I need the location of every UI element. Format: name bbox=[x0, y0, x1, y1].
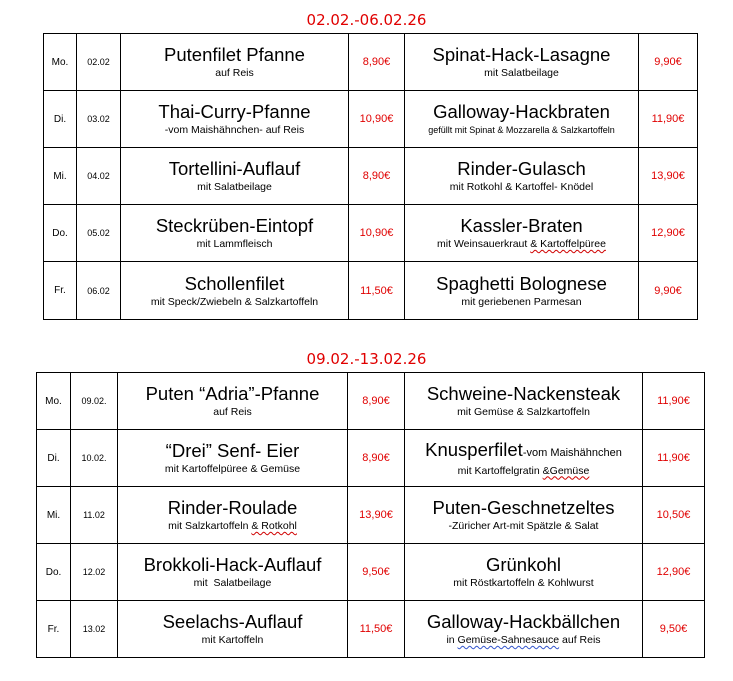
dish-cell bbox=[405, 205, 639, 262]
dish-name: Tortellini-Auflauf bbox=[168, 158, 301, 179]
dish-name: Galloway-Hackbraten bbox=[433, 101, 610, 122]
dish-name: Galloway-Hackbällchen bbox=[426, 611, 621, 632]
dish-cell bbox=[405, 91, 639, 148]
dish-name: Schollenfilet bbox=[184, 272, 285, 294]
dish-side: mit Speck/Zwiebeln & Salzkartoffeln bbox=[150, 295, 319, 308]
price-cell: 11,50€ bbox=[349, 262, 405, 320]
dish-side-part: mit Kartoffelgratin bbox=[457, 464, 540, 477]
dish-side bbox=[118, 519, 347, 533]
dish-side-part: Gemüse-Sahnesauce bbox=[457, 634, 560, 646]
menu-row bbox=[37, 544, 705, 601]
menu-row bbox=[44, 148, 698, 205]
dish-side bbox=[405, 237, 638, 251]
price-cell: 11,90€ bbox=[643, 430, 705, 487]
day-cell: Mo. bbox=[44, 34, 77, 91]
date-cell: 13.02 bbox=[71, 601, 118, 658]
price-cell: 8,90€ bbox=[348, 373, 405, 430]
date-cell: 05.02 bbox=[77, 205, 121, 262]
menu-row bbox=[44, 205, 698, 262]
dish-side: mit Salatbeilage bbox=[197, 181, 272, 193]
dish-name: Steckrüben-Eintopf bbox=[155, 215, 314, 236]
dish-side-part: in bbox=[446, 634, 455, 646]
dish-name bbox=[405, 439, 642, 464]
dish-side: mit Rotkohl & Kartoffel- Knödel bbox=[449, 181, 594, 193]
day-cell: Di. bbox=[37, 430, 71, 487]
price-cell: 12,90€ bbox=[643, 544, 705, 601]
dish-name: Putenfilet Pfanne bbox=[164, 44, 305, 65]
dish-side-part: & Rotkohl bbox=[251, 520, 297, 532]
dish-cell bbox=[118, 487, 348, 544]
day-cell: Fr. bbox=[44, 262, 77, 320]
week-2-menu-table bbox=[36, 372, 705, 658]
day-cell: Do. bbox=[37, 544, 71, 601]
dish-side bbox=[405, 633, 642, 647]
dish-side: mit Salatbeilage bbox=[193, 577, 272, 589]
day-cell: Mi. bbox=[37, 487, 71, 544]
price-cell: 13,90€ bbox=[639, 148, 698, 205]
day-cell: Fr. bbox=[37, 601, 71, 658]
dish-cell bbox=[405, 601, 643, 658]
dish-name: Kassler-Braten bbox=[460, 215, 583, 236]
price-cell: 10,90€ bbox=[349, 205, 405, 262]
dish-name-main: Knusperfilet bbox=[425, 438, 523, 460]
dish-cell bbox=[121, 205, 349, 262]
dish-name: Thai-Curry-Pfanne bbox=[158, 101, 311, 122]
dish-cell bbox=[405, 373, 643, 430]
dish-cell bbox=[118, 544, 348, 601]
menu-row bbox=[44, 262, 698, 320]
date-cell: 10.02. bbox=[71, 430, 118, 487]
dish-side: auf Reis bbox=[213, 406, 252, 418]
price-cell: 13,90€ bbox=[348, 487, 405, 544]
day-cell: Di. bbox=[44, 91, 77, 148]
price-cell: 8,90€ bbox=[349, 148, 405, 205]
dish-side-part: & Kartoffelpüree bbox=[530, 238, 606, 250]
dish-name-suffix: -vom Maishähnchen bbox=[522, 446, 622, 459]
dish-name: “Drei” Senf- Eier bbox=[165, 440, 300, 461]
date-cell: 03.02 bbox=[77, 91, 121, 148]
price-cell: 8,90€ bbox=[349, 34, 405, 91]
dish-side: -vom Maishähnchen- auf Reis bbox=[164, 124, 305, 136]
dish-cell bbox=[405, 430, 643, 487]
date-cell: 11.02 bbox=[71, 487, 118, 544]
dish-side: gefüllt mit Spinat & Mozzarella & Salzkartoffeln bbox=[428, 125, 615, 135]
dish-side: mit Kartoffeln bbox=[201, 634, 264, 646]
dish-name: Seelachs-Auflauf bbox=[162, 611, 303, 632]
dish-cell bbox=[118, 373, 348, 430]
price-cell: 9,50€ bbox=[348, 544, 405, 601]
dish-cell bbox=[121, 262, 349, 320]
price-cell: 12,90€ bbox=[639, 205, 698, 262]
dish-side-part: mit Weinsauerkraut bbox=[437, 238, 528, 250]
price-cell: 11,90€ bbox=[643, 373, 705, 430]
dish-cell bbox=[405, 487, 643, 544]
day-cell: Mi. bbox=[44, 148, 77, 205]
menu-row bbox=[37, 430, 705, 487]
date-cell: 04.02 bbox=[77, 148, 121, 205]
dish-side: mit Kartoffelpüree & Gemüse bbox=[164, 463, 301, 475]
dish-side: mit Salatbeilage bbox=[484, 67, 559, 79]
day-cell: Mo. bbox=[37, 373, 71, 430]
dish-name: Brokkoli-Hack-Auflauf bbox=[143, 554, 322, 575]
dish-name: Rinder-Roulade bbox=[167, 497, 298, 518]
date-cell: 09.02. bbox=[71, 373, 118, 430]
dish-name: Grünkohl bbox=[485, 554, 562, 575]
dish-name: Spinat-Hack-Lasagne bbox=[432, 44, 611, 65]
dish-cell bbox=[405, 262, 639, 320]
week-2-title: 09.02.-13.02.26 bbox=[306, 350, 427, 368]
dish-side-part: &Gemüse bbox=[542, 464, 590, 477]
dish-cell bbox=[121, 34, 349, 91]
dish-side-part: mit Salzkartoffeln bbox=[168, 520, 249, 532]
dish-side: auf Reis bbox=[215, 67, 254, 79]
dish-name: Puten “Adria”-Pfanne bbox=[145, 383, 320, 404]
dish-side-part: auf Reis bbox=[562, 634, 601, 646]
menu-row bbox=[37, 373, 705, 430]
dish-cell bbox=[121, 91, 349, 148]
dish-name: Spaghetti Bolognese bbox=[436, 272, 607, 294]
price-cell: 11,90€ bbox=[639, 91, 698, 148]
dish-side: -Züricher Art-mit Spätzle & Salat bbox=[448, 520, 599, 532]
date-cell: 02.02 bbox=[77, 34, 121, 91]
menu-row bbox=[44, 91, 698, 148]
dish-side: mit Lammfleisch bbox=[196, 238, 273, 250]
price-cell: 9,90€ bbox=[639, 34, 698, 91]
menu-row bbox=[37, 601, 705, 658]
menu-row bbox=[44, 34, 698, 91]
menu-row bbox=[37, 487, 705, 544]
dish-cell bbox=[118, 430, 348, 487]
dish-side: mit Röstkartoffeln & Kohlwurst bbox=[453, 577, 594, 589]
dish-side: mit Gemüse & Salzkartoffeln bbox=[457, 406, 590, 418]
week-1-menu-table bbox=[43, 33, 698, 320]
dish-name: Puten-Geschnetzeltes bbox=[432, 497, 615, 518]
dish-side bbox=[405, 464, 642, 478]
dish-cell bbox=[118, 601, 348, 658]
date-cell: 12.02 bbox=[71, 544, 118, 601]
dish-side: mit geriebenen Parmesan bbox=[461, 295, 582, 308]
price-cell: 10,50€ bbox=[643, 487, 705, 544]
dish-cell bbox=[121, 148, 349, 205]
date-cell: 06.02 bbox=[77, 262, 121, 320]
dish-cell bbox=[405, 34, 639, 91]
day-cell: Do. bbox=[44, 205, 77, 262]
dish-cell bbox=[405, 148, 639, 205]
price-cell: 9,50€ bbox=[643, 601, 705, 658]
dish-cell bbox=[405, 544, 643, 601]
price-cell: 10,90€ bbox=[349, 91, 405, 148]
dish-name: Schweine-Nackensteak bbox=[426, 383, 621, 404]
price-cell: 9,90€ bbox=[639, 262, 698, 320]
week-1-title: 02.02.-06.02.26 bbox=[306, 11, 427, 29]
dish-name: Rinder-Gulasch bbox=[457, 158, 586, 179]
price-cell: 11,50€ bbox=[348, 601, 405, 658]
price-cell: 8,90€ bbox=[348, 430, 405, 487]
